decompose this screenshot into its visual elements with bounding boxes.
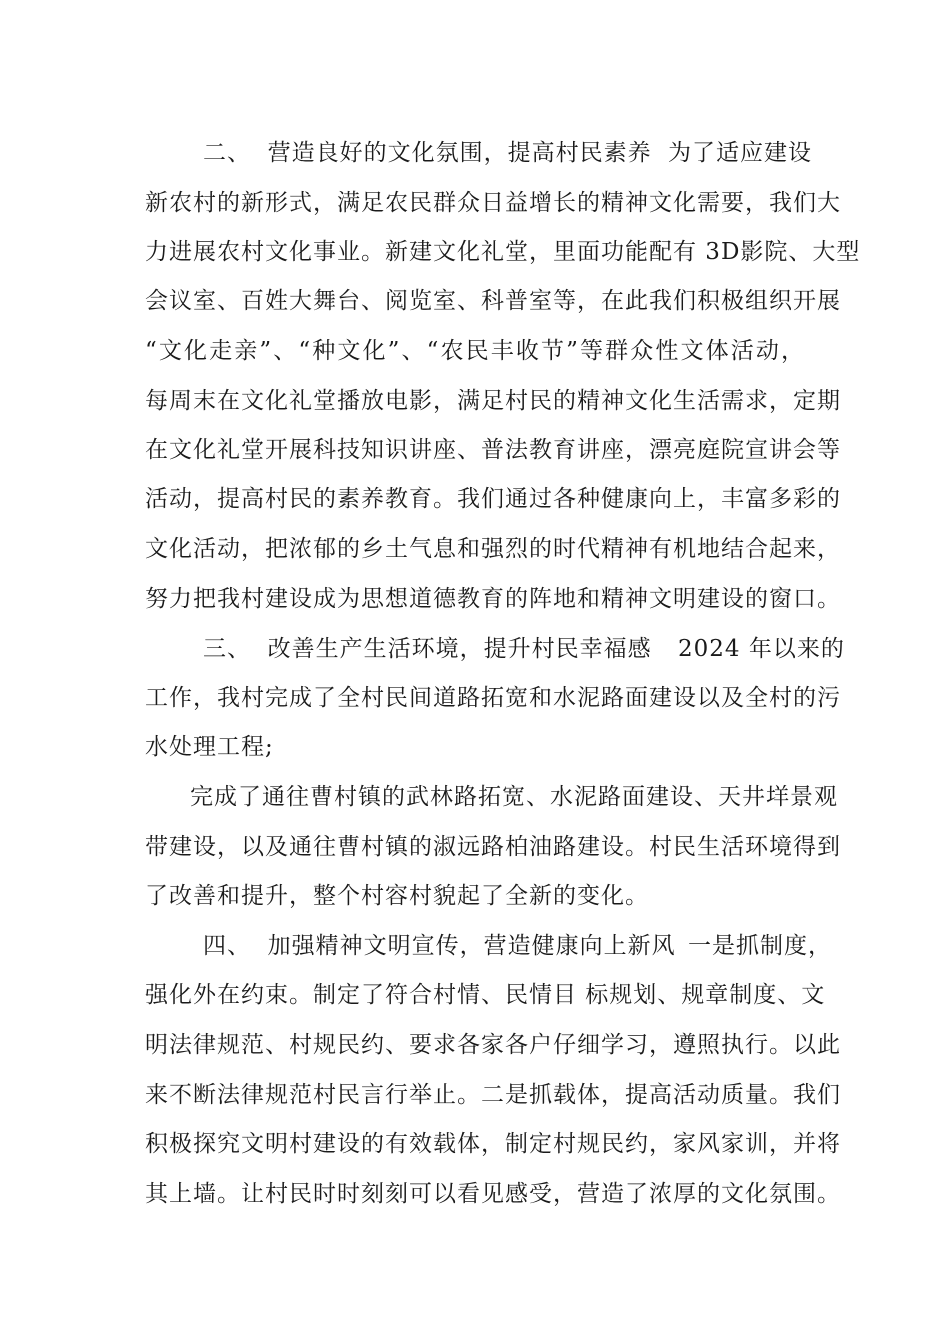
body-line: 每周末在文化礼堂播放电影，满足村民的精神文化生活需求，定期: [145, 388, 841, 414]
body-line: 会议室、百姓大舞台、阅览室、科普室等，在此我们积极组织开展: [145, 288, 841, 314]
body-line: 工作，我村完成了全村民间道路拓宽和水泥路面建设以及全村的污: [145, 685, 841, 711]
body-line: 明法律规范、村规民约、要求各家各户仔细学习，遵照执行。以此: [145, 1032, 841, 1058]
body-line: 水处理工程;: [145, 734, 274, 760]
body-line: 带建设，以及通往曹村镇的淑远路柏油路建设。村民生活环境得到: [145, 834, 841, 860]
body-line: 积极探究文明村建设的有效载体，制定村规民约，家风家训，并将: [145, 1131, 841, 1157]
body-line: 在文化礼堂开展科技知识讲座、普法教育讲座，漂亮庭院宣讲会等: [145, 437, 841, 463]
body-line: 力进展农村文化事业。新建文化礼堂，里面功能配有 3D影院、大型: [145, 239, 861, 265]
body-line: 文化活动，把浓郁的乡土气息和强烈的时代精神有机地结合起来，: [145, 536, 841, 562]
body-line: 活动，提高村民的素养教育。我们通过各种健康向上，丰富多彩的: [145, 486, 841, 512]
body-line: 其上墙。让村民时时刻刻可以看见感受，营造了浓厚的文化氛围。: [145, 1181, 841, 1207]
paragraph-first-line: 完成了通往曹村镇的武林路拓宽、水泥路面建设、天井垟景观: [190, 784, 838, 810]
section-2-lead: 为了适应建设: [668, 140, 812, 166]
body-line: 强化外在约束。制定了符合村情、民情目 标规划、规章制度、文: [145, 982, 826, 1008]
body-line: 新农村的新形式，满足农民群众日益增长的精神文化需要，我们大: [145, 190, 841, 216]
section-4-heading: 四、 加强精神文明宣传，营造健康向上新风: [203, 933, 676, 959]
body-line: 努力把我村建设成为思想道德教育的阵地和精神文明建设的窗口。: [145, 586, 841, 612]
section-3-heading: 三、 改善生产生活环境，提升村民幸福感: [203, 636, 652, 662]
body-line: 了改善和提升，整个村容村貌起了全新的变化。: [145, 883, 649, 909]
body-line: “文化走亲”、“种文化”、“农民丰收节”等群众性文体活动，: [145, 338, 805, 364]
body-line: 来不断法律规范村民言行举止。二是抓载体，提高活动质量。我们: [145, 1082, 841, 1108]
section-3-lead: 2024 年以来的: [678, 636, 845, 662]
section-4-lead: 一是抓制度，: [688, 933, 832, 959]
section-2-heading: 二、 营造良好的文化氛围，提高村民素养: [203, 140, 652, 166]
